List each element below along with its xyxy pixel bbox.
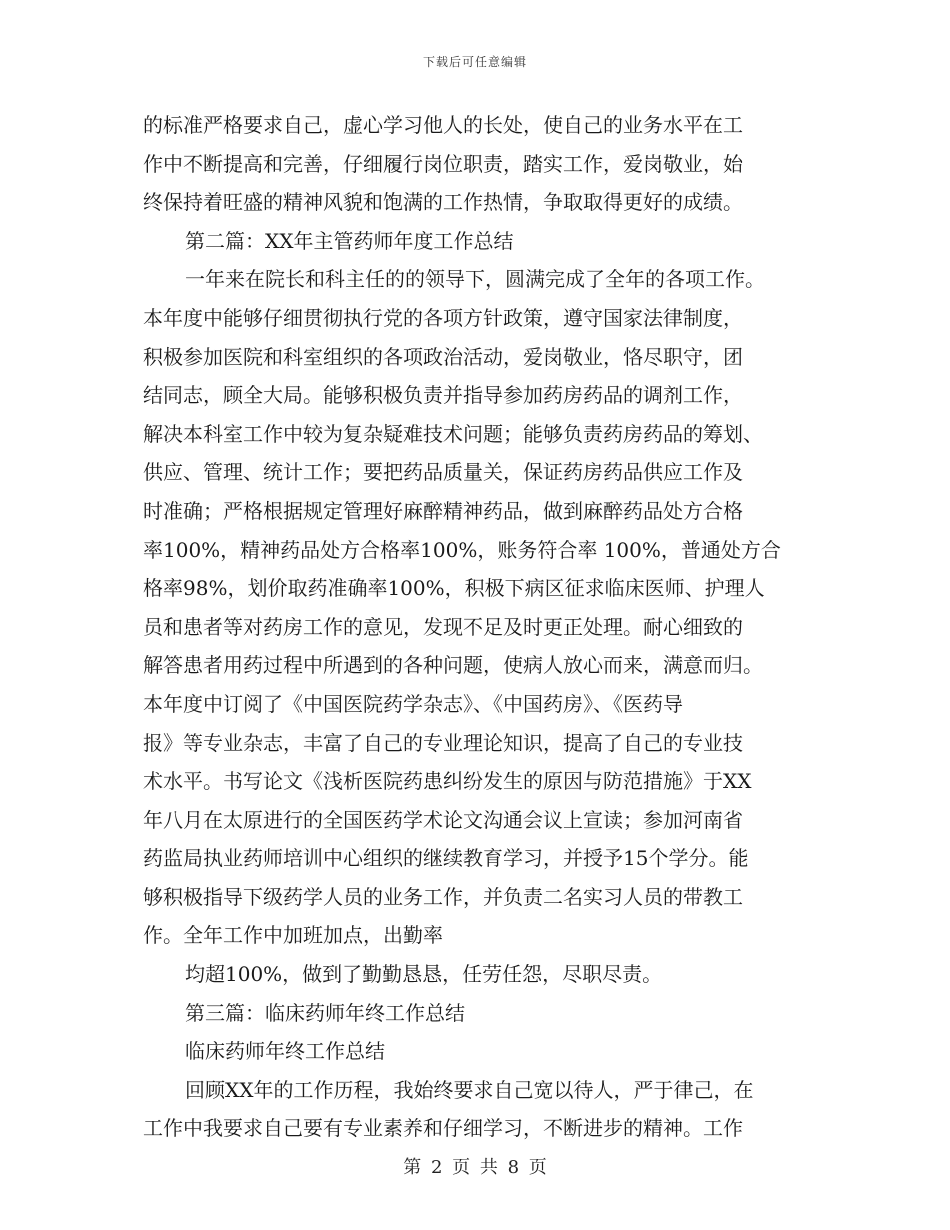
text-line: 一年来在院长和科主任的的领导下，圆满完成了全年的各项工作。 <box>185 267 765 292</box>
text-line: 年八月在太原进行的全国医药学术论文沟通会议上宣读；参加河南省 <box>143 807 743 832</box>
text-line: 终保持着旺盛的精神风貌和饱满的工作热情，争取取得更好的成绩。 <box>143 190 743 215</box>
text-line: 积极参加医院和科室组织的各项政治活动，爱岗敬业，恪尽职守，团 <box>143 344 743 369</box>
text-line: 本年度中能够仔细贯彻执行党的各项方针政策，遵守国家法律制度， <box>143 305 743 330</box>
document-body <box>143 106 813 1148</box>
text-line: 结同志，顾全大局。能够积极负责并指导参加药房药品的调剂工作， <box>143 383 743 408</box>
text-line: 均超100%，做到了勤勤恳恳，任劳任怨，尽职尽责。 <box>185 962 663 987</box>
text-line: 解决本科室工作中较为复杂疑难技术问题；能够负责药房药品的筹划、 <box>143 421 763 446</box>
text-line: 够积极指导下级药学人员的业务工作，并负责二名实习人员的带教工 <box>143 884 743 909</box>
text-line: 工作中我要求自己要有专业素养和仔细学习，不断进步的精神。工作 <box>143 1116 743 1141</box>
text-line: 率100%，精神药品处方合格率100%，账务符合率 100%，普通处方合 <box>143 537 781 562</box>
text-line: 作。全年工作中加班加点，出勤率 <box>143 923 443 948</box>
text-line: 供应、管理、统计工作；要把药品质量关，保证药房药品供应工作及 <box>143 460 743 485</box>
text-line: 的标准严格要求自己，虚心学习他人的长处，使自己的业务水平在工 <box>143 113 743 137</box>
text-line: 临床药师年终工作总结 <box>185 1039 385 1064</box>
page-header-note: 下载后可任意编辑 <box>422 55 527 69</box>
text-line: 报》等专业杂志，丰富了自己的专业理论知识，提高了自己的专业技 <box>143 730 743 755</box>
text-line: 时准确；严格根据规定管理好麻醉精神药品，做到麻醉药品处方合格 <box>143 498 743 523</box>
text-line: 格率98%，划价取药准确率100%，积极下病区征求临床医师、护理人 <box>143 576 765 601</box>
text-line: 作中不断提高和完善，仔细履行岗位职责，踏实工作，爱岗敬业，始 <box>143 151 743 176</box>
text-line: 第三篇：临床药师年终工作总结 <box>185 1000 465 1025</box>
text-line: 回顾XX年的工作历程，我始终要求自己宽以待人，严于律己，在 <box>185 1077 754 1102</box>
page-number: 第 2 页 共 8 页 <box>403 1157 547 1178</box>
text-line: 术水平。书写论文《浅析医院药患纠纷发生的原因与防范措施》于XX <box>143 769 752 794</box>
text-line: 本年度中订阅了《中国医院药学杂志》、《中国药房》、《医药导 <box>143 691 683 716</box>
text-line: 员和患者等对药房工作的意见，发现不足及时更正处理。耐心细致的 <box>143 614 743 639</box>
text-line: 解答患者用药过程中所遇到的各种问题，使病人放心而来，满意而归。 <box>143 653 763 678</box>
text-line: 第二篇：XX年主管药师年度工作总结 <box>185 228 514 253</box>
text-line: 药监局执业药师培训中心组织的继续教育学习，并授予15个学分。能 <box>143 846 749 871</box>
